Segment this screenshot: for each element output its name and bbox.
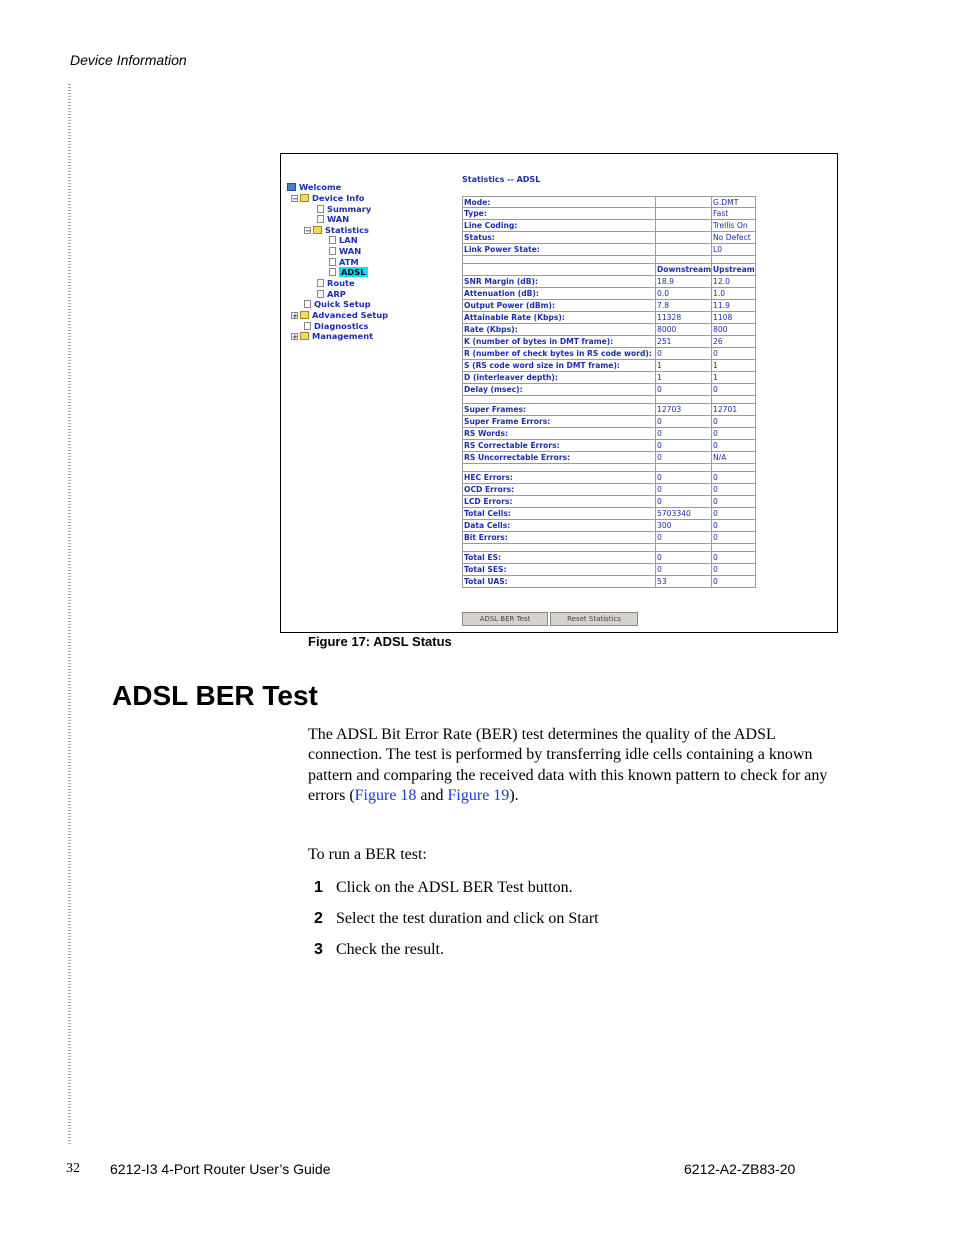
stat-label: Mode: bbox=[462, 197, 655, 207]
stat-upstream: 1108 bbox=[711, 312, 756, 323]
table-row bbox=[462, 300, 756, 312]
tree-item[interactable] bbox=[329, 257, 359, 267]
stat-downstream: 1 bbox=[655, 360, 711, 371]
stat-downstream bbox=[655, 197, 711, 207]
stat-downstream: 0 bbox=[655, 532, 711, 543]
stat-label: OCD Errors: bbox=[462, 484, 655, 495]
stat-upstream: 0 bbox=[711, 440, 756, 451]
stat-downstream: 0 bbox=[655, 472, 711, 483]
table-row bbox=[462, 264, 756, 276]
stat-upstream: L0 bbox=[711, 244, 756, 255]
stat-downstream: 5703340 bbox=[655, 508, 711, 519]
running-header: Device Information bbox=[70, 52, 187, 68]
page-icon bbox=[304, 300, 311, 308]
stat-upstream: 0 bbox=[711, 508, 756, 519]
table-row bbox=[462, 232, 756, 244]
page-icon bbox=[317, 290, 324, 298]
stat-downstream: 0 bbox=[655, 552, 711, 563]
stat-downstream: 0 bbox=[655, 440, 711, 451]
stat-downstream: 11328 bbox=[655, 312, 711, 323]
para-text: and bbox=[416, 786, 448, 804]
stat-label: Line Coding: bbox=[462, 220, 655, 231]
stat-downstream: 251 bbox=[655, 336, 711, 347]
table-row bbox=[462, 552, 756, 564]
tree-item[interactable] bbox=[291, 331, 373, 341]
stat-upstream: 0 bbox=[711, 484, 756, 495]
stat-upstream: 1.0 bbox=[711, 288, 756, 299]
table-row bbox=[462, 244, 756, 256]
stat-label: Data Cells: bbox=[462, 520, 655, 531]
stat-downstream: 0 bbox=[655, 416, 711, 427]
table-row bbox=[462, 372, 756, 384]
adsl-stats-table bbox=[462, 196, 756, 588]
stat-label: Delay (msec): bbox=[462, 384, 655, 395]
table-row bbox=[462, 312, 756, 324]
tree-item[interactable] bbox=[291, 310, 388, 320]
stat-upstream: 12701 bbox=[711, 404, 756, 415]
page-icon bbox=[304, 322, 311, 330]
tree-item[interactable] bbox=[317, 204, 371, 214]
tree-item[interactable] bbox=[317, 278, 355, 288]
stat-upstream: 0 bbox=[711, 472, 756, 483]
stat-upstream: N/A bbox=[711, 452, 756, 463]
stat-upstream: 0 bbox=[711, 416, 756, 427]
tree-item[interactable] bbox=[304, 299, 371, 309]
table-row bbox=[462, 496, 756, 508]
tree-item-label: WAN bbox=[339, 246, 362, 256]
table-row bbox=[462, 384, 756, 396]
page-icon bbox=[329, 268, 336, 276]
step-2 bbox=[314, 910, 599, 928]
stat-label: RS Correctable Errors: bbox=[462, 440, 655, 451]
stat-upstream: 0 bbox=[711, 564, 756, 575]
tree-item[interactable] bbox=[304, 225, 369, 235]
tree-item-label: Welcome bbox=[299, 182, 342, 192]
stat-downstream bbox=[655, 256, 711, 263]
reset-statistics-button[interactable]: Reset Statistics bbox=[550, 612, 638, 626]
table-row bbox=[462, 472, 756, 484]
stat-upstream: 0 bbox=[711, 552, 756, 563]
stat-upstream: 0 bbox=[711, 384, 756, 395]
section-heading: ADSL BER Test bbox=[112, 680, 318, 711]
stat-upstream: 0 bbox=[711, 496, 756, 507]
tree-item-label: ADSL bbox=[341, 267, 366, 277]
stat-downstream: 0 bbox=[655, 564, 711, 575]
stat-label: Total SES: bbox=[462, 564, 655, 575]
monitor-icon bbox=[287, 183, 296, 191]
stat-downstream: 0 bbox=[655, 484, 711, 495]
table-row bbox=[462, 484, 756, 496]
stat-label: SNR Margin (dB): bbox=[462, 276, 655, 287]
tree-item[interactable] bbox=[329, 235, 358, 245]
stat-label: HEC Errors: bbox=[462, 472, 655, 483]
para-text: ). bbox=[509, 786, 519, 804]
stat-label: LCD Errors: bbox=[462, 496, 655, 507]
collapse-icon[interactable]: − bbox=[305, 227, 311, 235]
table-row bbox=[462, 428, 756, 440]
stat-label: Type: bbox=[462, 208, 655, 219]
stat-upstream bbox=[711, 396, 756, 403]
folder-icon bbox=[313, 226, 322, 234]
tree-item-label: Device Info bbox=[312, 193, 365, 203]
tree-item-label: Quick Setup bbox=[314, 299, 371, 309]
folder-icon bbox=[300, 332, 309, 340]
stat-downstream bbox=[655, 544, 711, 551]
step-number: 2 bbox=[314, 910, 323, 927]
stat-downstream bbox=[655, 464, 711, 471]
stat-label bbox=[462, 396, 655, 403]
stat-upstream: 800 bbox=[711, 324, 756, 335]
stat-downstream bbox=[655, 232, 711, 243]
stat-downstream: 53 bbox=[655, 576, 711, 587]
table-row bbox=[462, 220, 756, 232]
table-row bbox=[462, 564, 756, 576]
stat-downstream bbox=[655, 220, 711, 231]
tree-item-label: Advanced Setup bbox=[312, 310, 389, 320]
stat-downstream bbox=[655, 208, 711, 219]
stat-upstream bbox=[711, 256, 756, 263]
stat-upstream: 1 bbox=[711, 372, 756, 383]
tree-item[interactable] bbox=[329, 267, 368, 277]
expand-icon[interactable]: + bbox=[292, 333, 298, 341]
tree-item[interactable] bbox=[317, 289, 346, 299]
stat-downstream bbox=[655, 244, 711, 255]
stat-label bbox=[462, 256, 655, 263]
stat-upstream: 0 bbox=[711, 428, 756, 439]
stat-downstream: 12703 bbox=[655, 404, 711, 415]
stat-upstream bbox=[711, 464, 756, 471]
stat-upstream: No Defect bbox=[711, 232, 756, 243]
stat-label: K (number of bytes in DMT frame): bbox=[462, 336, 655, 347]
stat-label: Total Cells: bbox=[462, 508, 655, 519]
body-paragraph bbox=[308, 725, 828, 806]
table-row bbox=[462, 276, 756, 288]
margin-rule bbox=[68, 84, 71, 1146]
page-icon bbox=[317, 215, 324, 223]
stat-label: Total UAS: bbox=[462, 576, 655, 587]
stat-label: Bit Errors: bbox=[462, 532, 655, 543]
stat-downstream: 1 bbox=[655, 372, 711, 383]
stat-downstream: 0 bbox=[655, 384, 711, 395]
stat-label: S (RS code word size in DMT frame): bbox=[462, 360, 655, 371]
table-row bbox=[462, 416, 756, 428]
expand-icon[interactable]: + bbox=[292, 312, 298, 320]
step-text: Click on the ADSL BER Test button. bbox=[336, 879, 573, 896]
stat-upstream: 11.9 bbox=[711, 300, 756, 311]
stat-label: Super Frame Errors: bbox=[462, 416, 655, 427]
tree-item-label: LAN bbox=[339, 235, 358, 245]
figure-screenshot bbox=[280, 153, 838, 633]
guide-title: 6212-I3 4-Port Router User’s Guide bbox=[110, 1161, 331, 1177]
step-text: Select the test duration and click on Start bbox=[336, 910, 599, 927]
tree-item[interactable] bbox=[287, 182, 341, 192]
stat-upstream bbox=[711, 544, 756, 551]
stat-upstream: 12.0 bbox=[711, 276, 756, 287]
stat-upstream: 1 bbox=[711, 360, 756, 371]
figure-19-link[interactable]: Figure 19 bbox=[447, 786, 510, 804]
tree-item[interactable] bbox=[329, 246, 361, 256]
stat-label: Super Frames: bbox=[462, 404, 655, 415]
stat-downstream: 0 bbox=[655, 348, 711, 359]
stat-downstream: 0 bbox=[655, 428, 711, 439]
table-row bbox=[462, 396, 756, 404]
tree-item[interactable] bbox=[291, 193, 365, 203]
tree-item-label: WAN bbox=[327, 214, 350, 224]
table-row bbox=[462, 452, 756, 464]
stat-label: Status: bbox=[462, 232, 655, 243]
step-text: Check the result. bbox=[336, 941, 444, 958]
table-row bbox=[462, 520, 756, 532]
stat-downstream: 0.0 bbox=[655, 288, 711, 299]
table-row bbox=[462, 404, 756, 416]
document-id: 6212-A2-ZB83-20 bbox=[684, 1161, 796, 1177]
tree-item-label: Management bbox=[312, 331, 374, 341]
stat-downstream: 0 bbox=[655, 496, 711, 507]
intro-text: To run a BER test: bbox=[308, 846, 427, 863]
stat-label: R (number of check bytes in RS code word): bbox=[462, 348, 655, 359]
table-row bbox=[462, 324, 756, 336]
stat-upstream: 0 bbox=[711, 348, 756, 359]
table-row bbox=[462, 256, 756, 264]
table-row bbox=[462, 288, 756, 300]
table-row bbox=[462, 360, 756, 372]
page-number: 32 bbox=[66, 1161, 80, 1176]
stat-label: RS Words: bbox=[462, 428, 655, 439]
stat-upstream: Trellis On bbox=[711, 220, 756, 231]
stat-downstream: 18.9 bbox=[655, 276, 711, 287]
table-row bbox=[462, 440, 756, 452]
stat-label: Link Power State: bbox=[462, 244, 655, 255]
page-icon bbox=[329, 236, 336, 244]
folder-icon bbox=[300, 194, 309, 202]
step-number: 1 bbox=[314, 879, 323, 896]
stat-label: Output Power (dBm): bbox=[462, 300, 655, 311]
tree-item-label: ATM bbox=[339, 257, 359, 267]
stat-upstream: 26 bbox=[711, 336, 756, 347]
step-number: 3 bbox=[314, 941, 323, 958]
stat-downstream: 0 bbox=[655, 452, 711, 463]
figure-18-link[interactable]: Figure 18 bbox=[354, 786, 417, 804]
table-row bbox=[462, 464, 756, 472]
stat-upstream: Upstream bbox=[713, 265, 755, 274]
collapse-icon[interactable]: − bbox=[292, 195, 298, 203]
step-1 bbox=[314, 879, 573, 897]
stat-upstream: Fast bbox=[711, 208, 756, 219]
table-row bbox=[462, 508, 756, 520]
stat-upstream: 0 bbox=[711, 532, 756, 543]
stat-label: Rate (Kbps): bbox=[462, 324, 655, 335]
stat-label: Attainable Rate (Kbps): bbox=[462, 312, 655, 323]
tree-item-label: ARP bbox=[327, 289, 346, 299]
table-row bbox=[462, 544, 756, 552]
stat-label bbox=[462, 264, 655, 275]
stat-downstream: 8000 bbox=[655, 324, 711, 335]
table-row bbox=[462, 208, 756, 220]
tree-item-label: Summary bbox=[327, 204, 372, 214]
page-icon bbox=[329, 258, 336, 266]
stat-downstream: 7.8 bbox=[655, 300, 711, 311]
stat-downstream bbox=[655, 396, 711, 403]
table-row bbox=[462, 196, 756, 208]
stat-label: RS Uncorrectable Errors: bbox=[462, 452, 655, 463]
stats-title: Statistics -- ADSL bbox=[462, 175, 541, 184]
stat-label bbox=[462, 544, 655, 551]
step-3 bbox=[314, 941, 444, 959]
stat-upstream: 0 bbox=[711, 520, 756, 531]
stat-label: Total ES: bbox=[462, 552, 655, 563]
figure-caption: Figure 17: ADSL Status bbox=[308, 634, 452, 649]
para-text: The ADSL Bit Error Rate (BER) test determines the quality of the ADSL connection. The test is performed by transferring idle cells containing a known pattern and comparing the received data with this known pattern to check for any errors ( bbox=[308, 726, 828, 804]
stat-downstream: 300 bbox=[655, 520, 711, 531]
stat-label: D (interleaver depth): bbox=[462, 372, 655, 383]
page-icon bbox=[329, 247, 336, 255]
stat-downstream: Downstream bbox=[657, 265, 711, 274]
page-icon bbox=[317, 279, 324, 287]
tree-item-label: Route bbox=[327, 278, 355, 288]
stat-upstream: G.DMT bbox=[711, 197, 756, 207]
tree-item[interactable] bbox=[317, 214, 349, 224]
tree-item[interactable] bbox=[304, 321, 368, 331]
stat-label bbox=[462, 464, 655, 471]
folder-icon bbox=[300, 311, 309, 319]
table-row bbox=[462, 336, 756, 348]
page-icon bbox=[317, 205, 324, 213]
stat-upstream: 0 bbox=[711, 576, 756, 587]
stat-label: Attenuation (dB): bbox=[462, 288, 655, 299]
tree-item-label: Diagnostics bbox=[314, 321, 369, 331]
table-row bbox=[462, 348, 756, 360]
table-row bbox=[462, 576, 756, 588]
adsl-ber-test-button[interactable]: ADSL BER Test bbox=[462, 612, 548, 626]
tree-item-label: Statistics bbox=[325, 225, 369, 235]
table-row bbox=[462, 532, 756, 544]
